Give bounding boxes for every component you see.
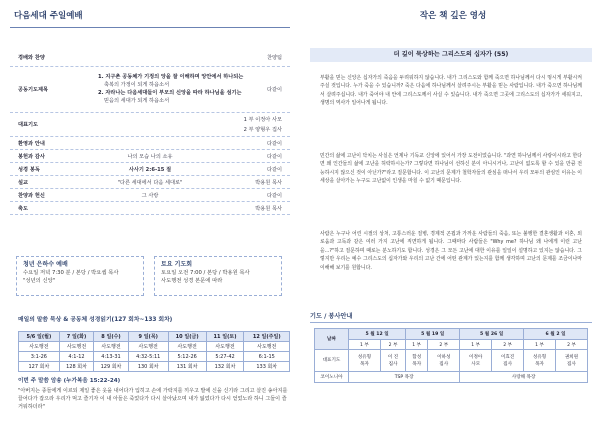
- bible-ref-cell: 4:1-12: [59, 352, 93, 362]
- order-leader: 찬양팀: [266, 55, 282, 61]
- bible-books-row: [19, 342, 290, 352]
- youth-worship-title: 청년 은하수 예배: [23, 261, 68, 268]
- order-leader: 박용원 목사: [255, 180, 282, 186]
- schedule-date-row: [315, 329, 588, 340]
- prayer-topic-line: 2. 자라나는 다음세대들이 부모의 신앙을 따라 하나님을 섬기는: [98, 90, 242, 96]
- koinonia-label: 코이노니아: [315, 372, 349, 383]
- person-name: 이하성: [437, 354, 451, 360]
- order-row-benediction: [10, 202, 290, 215]
- order-row-welcome: [10, 137, 290, 150]
- prayer-leader-2: 2 부 양형우 집사: [243, 127, 282, 133]
- right-column: [310, 8, 592, 380]
- schedule-row-label: 대표기도: [315, 350, 349, 372]
- bible-day-cell: 10 일(금): [168, 332, 206, 342]
- service-schedule-title: 기도 / 봉사안내: [310, 311, 592, 323]
- meditation-subtitle: 더 깊이 묵상하는 그리스도의 십자가 (55): [310, 48, 592, 62]
- bible-refs-row: [19, 352, 290, 362]
- person-role: 목자: [412, 361, 422, 367]
- schedule-person-cell: [428, 350, 460, 372]
- order-row-commitment: [10, 189, 290, 202]
- order-row-confession: [10, 67, 290, 113]
- bible-book-cell: 사도행전: [168, 342, 206, 352]
- bible-days-row: [19, 332, 290, 342]
- schedule-part-row: [315, 340, 588, 350]
- schedule-date: 5 월 19 일: [406, 329, 460, 340]
- bible-ref-cell: 5:27-42: [206, 352, 244, 362]
- memory-verse-text: "아버지는 종들에게 이르되 제일 좋은 옷을 내어다가 입히고 손에 가락지를 끼우고 발에 신을 신기라 그리고 살진 송아지를 끌어다가 잡으라 우리가 먹고 즐기자 이 내 아들은 죽었다가 다시 살아났으며 내가 잃었다가 다시 얻었노라 하니 그들이 즐거워하더라": [18, 388, 288, 410]
- bible-round-cell: 133 회차: [244, 362, 290, 372]
- person-role: 사모: [471, 361, 481, 367]
- bible-ref-cell: 5:12-26: [168, 352, 206, 362]
- schedule-part-cell: 1 부: [524, 340, 556, 350]
- koinonia-love: 사랑해 목장: [460, 372, 588, 383]
- person-role: 집사: [439, 361, 449, 367]
- schedule-person-cell: [492, 350, 524, 372]
- offering-hymn: 나의 모습 나의 소유: [127, 154, 173, 160]
- schedule-part-cell: 2 부: [492, 340, 524, 350]
- bible-book-cell: 사도행전: [244, 342, 290, 352]
- person-role: 목자: [360, 361, 369, 367]
- bible-day-cell: 12 일(주일): [244, 332, 290, 342]
- meditation-paragraph-2: 민간의 삶에 고난이 닥치는 사실은 언제나 기독교 신앙에 있어서 가장 도전이었습니다. "과연 하나님께서 사랑이시라고 한다면 왜 인간들의 삶에 고난을 허락하시는가? 그렇다면 하나님이 선하신 분이 아니시거나, 고난이 없도록 할 수 있을 만큼 전능하시지 않으신 것이 아닌가?"라고 질문합니다. 이 고난의 문제가 철학자들의 관심을 떠나서 우리 모두의 관심인 이유는 이 세상을 살아가는 누구도 고난없이 인생을 마칠 수 없기 때문입니다.: [320, 153, 582, 185]
- service-schedule-table: [314, 328, 588, 383]
- bible-ref-cell: 6:1-15: [244, 352, 290, 362]
- koinonia-tsp: TSP 목장: [349, 372, 460, 383]
- order-row-offering: [10, 150, 290, 163]
- person-role: 집사: [567, 361, 576, 367]
- bible-book-cell: 사도행전: [206, 342, 244, 352]
- person-role: 목자: [535, 361, 544, 367]
- order-row-sermon: [10, 176, 290, 189]
- bible-book-cell: 사도행전: [128, 342, 168, 352]
- scripture-reference: 사사기 2:6-15 절: [128, 167, 172, 173]
- order-leader: 다같이: [266, 87, 282, 93]
- bible-round-cell: 129 회차: [94, 362, 128, 372]
- person-name: 성유형: [532, 354, 547, 360]
- bible-book-cell: 사도행전: [19, 342, 60, 352]
- schedule-date: 6 월 2 일: [524, 329, 588, 340]
- saturday-prayer-line: 토요일 오전 7:00 / 본당 / 박용원 목사: [161, 270, 250, 276]
- prayer-topics: [98, 73, 243, 105]
- prayer-topic-line: 믿음의 세대가 되게 하옵소서: [104, 98, 170, 104]
- prayer-topic-line: 축복의 가정이 되게 하옵소서: [104, 82, 170, 88]
- schedule-person-cell: [406, 350, 428, 372]
- bible-book-cell: 사도행전: [59, 342, 93, 352]
- meditation-title: 작은 책 깊은 영성: [419, 11, 487, 21]
- order-leader: 박용원 목사: [255, 206, 282, 212]
- worship-title: 다음세대 주일예배: [10, 8, 290, 28]
- schedule-date: 5 월 26 일: [460, 329, 524, 340]
- schedule-person-cell: [460, 350, 492, 372]
- schedule-date-header: 날짜: [315, 329, 349, 350]
- schedule-person-cell: [556, 350, 588, 372]
- youth-worship-box: [16, 256, 144, 296]
- person-name: 함성: [412, 354, 422, 360]
- order-leader: 다같이: [266, 141, 282, 147]
- order-of-service: [10, 50, 290, 215]
- schedule-person-cell: [349, 350, 381, 372]
- meditation-paragraph-1: 부활을 믿는 신앙은 십자가의 죽음을 두려워하지 않습니다. 내가 그리스도와 함께 죽으면 하나님께서 다시 띵시게 부활시켜주실 것입니다. 누가 죽을 수 있습니까? 죽은 다음에 하나님께서 살려주시는 부활을 믿는 사람입니다. 내가 죽으면 하나님께서 살려주십니다. 내가 죽어야 내 안에 그리스도께서 사실 수 있습니다. 내가 죽으면 그곳에 그리스도의 십자가가 세워지고, 생명의 역사가 일어나게 됩니다.: [320, 75, 582, 107]
- order-label: 환영과 안내: [18, 141, 45, 147]
- person-role: 집사: [388, 361, 398, 367]
- bible-reading-table: [18, 331, 290, 372]
- order-row-scripture: [10, 163, 290, 176]
- commitment-hymn: 그 사랑: [141, 193, 159, 199]
- schedule-part-cell: 2 부: [556, 340, 588, 350]
- bible-ref-cell: 4:13-31: [94, 352, 128, 362]
- person-name: 이 진: [387, 354, 399, 360]
- order-label: 성경 봉독: [18, 167, 40, 173]
- person-name: 이효진: [500, 354, 515, 360]
- bible-round-cell: 127 회차: [19, 362, 60, 372]
- order-label: 경배와 찬양: [18, 55, 45, 61]
- order-label: 설교: [18, 180, 29, 186]
- bible-ref-cell: 4:32-5:11: [128, 352, 168, 362]
- schedule-part-cell: 1 부: [349, 340, 381, 350]
- schedule-part-cell: 1 부: [406, 340, 428, 350]
- bible-round-cell: 132 회차: [206, 362, 244, 372]
- meditation-paragraph-3: 사람은 누구나 어린 시절의 상처, 고통스러운 질병, 경제적 곤핍과 가까운 사람들의 죽음, 또는 불행한 결혼생활과 이혼, 외로움과 고독과 같은 여러 가지 고난에 직면하게 됩니다. 그때마다 사람들은 "Why me? 하나님 왜 나에게 이런 고난을...?"하고 질문하며 때로는 분노하기도 합니다. 성경은 그 모든 고난에 대한 이유를 일일이 설명하고 있지는 않습니다. 그렇지만 우리는 예수 그리스도의 십자가와 우리의 고난 간에 어떤 관계가 있는지를 함께 생각하며 고난의 문제를 조금이나마 이해해 보기를 원합니다.: [320, 231, 582, 271]
- order-leader: 다같이: [266, 167, 282, 173]
- bible-day-cell: 5/6 일(월): [19, 332, 60, 342]
- order-row-praise: [10, 50, 290, 67]
- schedule-koinonia-row: [315, 372, 588, 383]
- person-name: 성유형: [357, 354, 372, 360]
- bible-book-cell: 사도행전: [94, 342, 128, 352]
- order-label: 축도: [18, 206, 29, 212]
- saturday-prayer-title: 토요 기도회: [161, 261, 193, 268]
- bible-rounds-row: [19, 362, 290, 372]
- schedule-prayer-row: [315, 350, 588, 372]
- schedule-person-cell: [380, 350, 405, 372]
- bible-day-cell: 9 일(목): [128, 332, 168, 342]
- bible-day-cell: 8 일(수): [94, 332, 128, 342]
- left-column: [10, 8, 290, 410]
- order-leader: 다같이: [266, 154, 282, 160]
- bible-reading-title: 매일의 말씀 묵상 & 공동체 성경읽기(127 회차~133 회차): [18, 317, 173, 323]
- order-label: 찬양과 헌신: [18, 193, 45, 199]
- bible-round-cell: 131 회차: [168, 362, 206, 372]
- sermon-title: "다른 세대에서 다음 세대로": [117, 180, 183, 186]
- order-label: 대표기도: [18, 122, 39, 128]
- person-name: 이정아: [469, 354, 483, 360]
- bible-round-cell: 130 회차: [128, 362, 168, 372]
- bible-round-cell: 128 회차: [59, 362, 93, 372]
- schedule-person-cell: [524, 350, 556, 372]
- bible-day-cell: 11 일(토): [206, 332, 244, 342]
- bible-day-cell: 7 일(화): [59, 332, 93, 342]
- order-row-prayer: [10, 113, 290, 137]
- youth-worship-line: 수요일 저녁 7:30 분 / 본당 / 박요셉 목사: [23, 270, 119, 276]
- prayer-topic-line: 1. 지구촌 공동체가 기정의 앙을 잘 이해하며 앙안에서 하나되는: [98, 74, 244, 80]
- person-role: 집사: [503, 361, 513, 367]
- prayer-leader-1: 1 부 이정아 사모: [243, 117, 282, 123]
- schedule-date: 5 월 12 일: [349, 329, 406, 340]
- person-name: 권희원: [564, 354, 579, 360]
- saturday-prayer-line: 사도행전 성경 본문에 따라: [161, 278, 223, 284]
- saturday-prayer-box: [154, 256, 282, 296]
- memory-verse-title: 이번 주 말씀 암송 (누가복음 15:22-24): [18, 378, 121, 384]
- order-label: 공동기도제목: [18, 87, 49, 93]
- schedule-part-cell: 1 부: [460, 340, 492, 350]
- youth-worship-line: "성년의 신앙": [23, 278, 56, 284]
- schedule-part-cell: 2 부: [380, 340, 405, 350]
- order-leader: 다같이: [266, 193, 282, 199]
- order-label: 봉헌과 감사: [18, 154, 45, 160]
- schedule-part-cell: 2 부: [428, 340, 460, 350]
- bible-ref-cell: 3:1-26: [19, 352, 60, 362]
